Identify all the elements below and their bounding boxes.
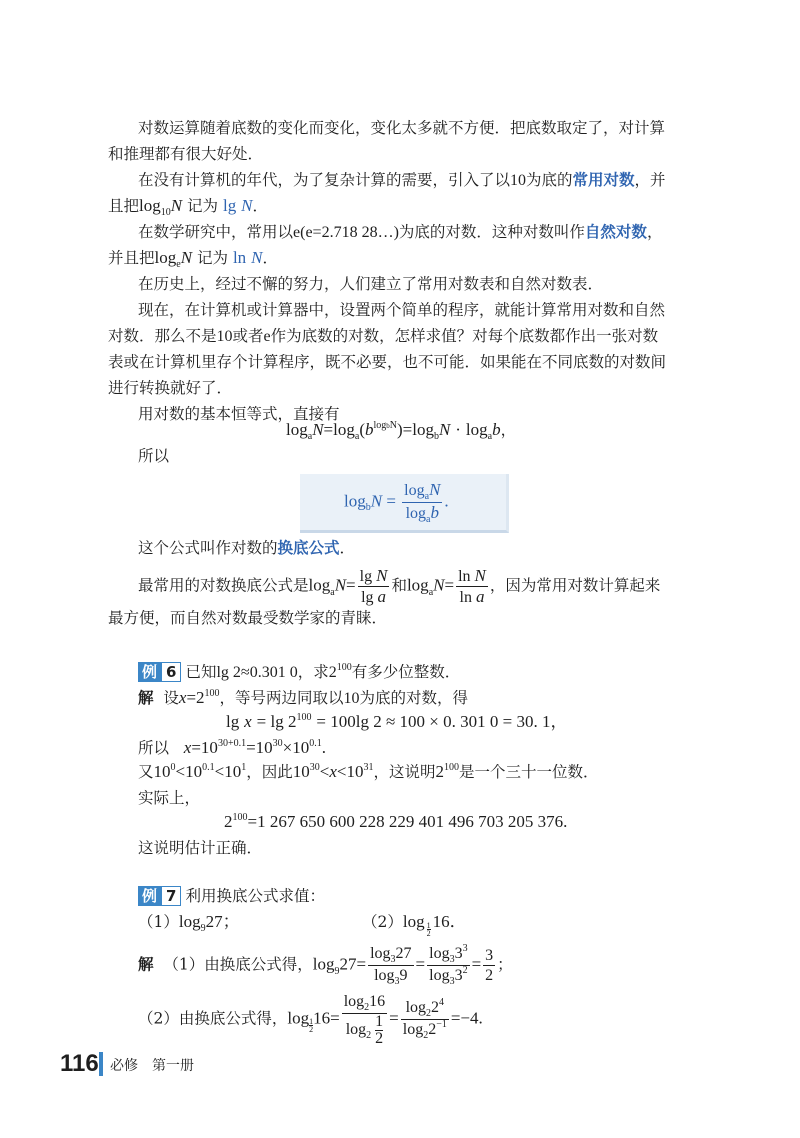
example-7-solution-1: 解 （1）由换底公式得，$\log_927=$ $\frac{\log_327}{\log_39}$ = $\frac{\log_33^3}{\log_33^2}$ = $\frac{3}{2}$ ； [138, 943, 513, 987]
para-2-line-1: 在没有计算机的年代，为了复杂计算的需要，引入了以10为底的常用对数，并 [138, 170, 666, 189]
example-6-question: 例 6 已知lg 2≈0.301 0，求$2^{100}$有多少位整数． [138, 662, 460, 685]
example-7-question: 例 7 利用换底公式求值： [138, 886, 325, 906]
keyword-common-log: 常用对数 [572, 170, 635, 189]
example-6-solution-line-7: 这说明估计正确． [138, 839, 263, 857]
example-6-solution-line-2: $\lg x = \lg 2^{100} = 100\lg$ 2 ≈ 100 × 0. 301 0 = 30. 1， [226, 712, 568, 731]
so-label: 所以 [138, 447, 170, 465]
example-7-item-2: （2）log $_{\frac{1}{2}}$ 16． [362, 912, 467, 938]
example-6-solution-line-6: $2^{100}=1$ 267 650 600 228 229 401 496 703 205 376. [224, 812, 568, 831]
example-tag: 例 [138, 886, 161, 906]
example-tag: 例 [138, 662, 161, 682]
para-1-line-2: 和推理都有很大好处． [108, 145, 264, 163]
para-5-line-3: 表或在计算机里存个计算程序，既不必要，也不可能．如果能在不同底数的对数间 [108, 353, 667, 371]
para-8-line-2: 最方便，而自然对数最受数学家的青睐． [108, 609, 388, 627]
formula-fraction: $\frac{\log_aN}{\log_ab}$ [404, 480, 441, 525]
page-number: 116 [60, 1050, 99, 1077]
para-5-line-1: 现在，在计算机或计算器中，设置两个简单的程序，就能计算常用对数和自然 [138, 301, 666, 319]
para-1-line-1: 对数运算随着底数的变化而变化，变化太多就不方便．把底数取定了，对计算 [138, 119, 666, 137]
para-7: 这个公式叫作对数的换底公式． [138, 538, 356, 557]
example-7-solution-2: （2）由换底公式得，log $_{\frac{1}{2}}$ 16= $\log_216$ $\log_2$ $\frac{1}{2}$ = $\frac{\log_22^4}{\log_22^{-1}}$ =−4. [138, 993, 483, 1047]
example-6-solution-line-4: 又$10^0<10^{0.1}<10^1$，因此$10^{30}<x<10^{31}$，这说明$2^{100}$是一个三十一位数． [138, 762, 599, 781]
solution-label: 解 [138, 954, 154, 974]
keyword-natural-log: 自然对数 [584, 222, 647, 241]
para-4: 在历史上，经过不懈的努力，人们建立了常用对数表和自然对数表． [138, 275, 604, 293]
footer-divider [99, 1052, 103, 1076]
para-3-line-2: 并且把$\log_eN$ 记为 ln N． [108, 248, 278, 270]
para-5-line-4: 进行转换就好了． [108, 379, 233, 397]
para-8-line-1: 最常用的对数换底公式是$\log_aN=$ $\frac{\text{lg N}}{\text{lg a}}$ 和$\log_aN=$ $\frac{\text{ln N}}{\text{ln a}}$ ，因为常用对数计算起来 [138, 566, 661, 606]
identity-formula: $\log_aN=\log_a(b^{logbN})=\log_bN \cdot \log_ab$， [286, 420, 517, 442]
example-6-solution-line-3: 所以 $x=10^{30+0.1}=10^{30}\times 10^{0.1}$. [138, 738, 327, 757]
example-7-item-1: $(1)\log_927$； [138, 912, 240, 934]
change-of-base-formula-box: $\log_bN$ = $\frac{\log_aN}{\log_ab}$ . [300, 474, 509, 533]
example-6-solution-line-1: 解 设$x=2^{100}$，等号两边同取以10为底的对数，得 [138, 688, 469, 707]
keyword-change-of-base: 换底公式 [277, 538, 340, 557]
example-number: 6 [161, 662, 181, 682]
para-3-line-1: 在数学研究中，常用以e(e=2.718 28…)为底的对数．这种对数叫作自然对数， [138, 222, 663, 241]
example-number: 7 [161, 886, 181, 906]
book-title: 必修 第一册 [110, 1058, 194, 1074]
example-6-solution-line-5: 实际上， [138, 789, 201, 807]
para-5-line-2: 对数．那么不是10或者e作为底数的对数，怎样求值？对每个底数都作出一张对数 [108, 327, 659, 345]
para-6: 用对数的基本恒等式，直接有 [138, 405, 340, 423]
para-2-line-2: 且把$\log_{10}N$ 记为 lg N． [108, 196, 269, 218]
solution-label: 解 [138, 688, 154, 707]
